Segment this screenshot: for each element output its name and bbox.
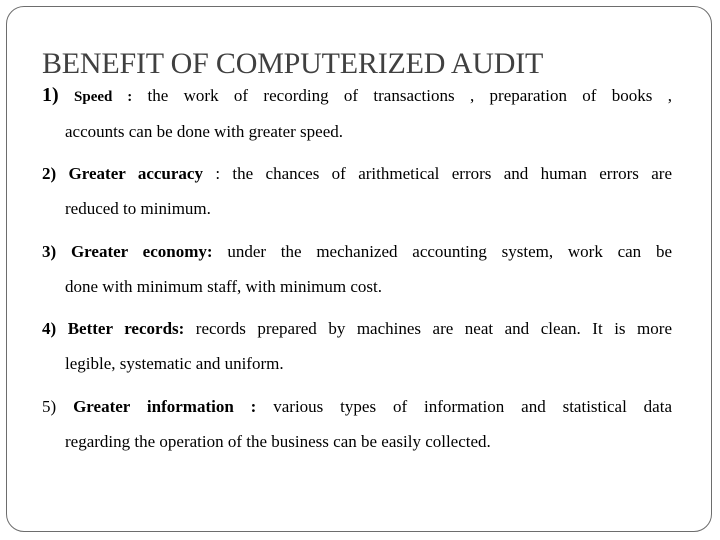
benefit-continuation: regarding the operation of the business can be easily collected. [65,432,491,451]
benefit-number: 2) [42,164,57,183]
benefit-continuation: legible, systematic and uniform. [65,354,284,373]
benefit-text: various types of information and statistical data [256,397,672,416]
benefit-continuation: done with minimum staff, with minimum cost. [65,277,383,296]
benefit-text: the work of recording of transactions , preparation of books , [132,86,673,105]
benefit-continuation: reduced to minimum. [65,199,211,218]
benefit-text: : the chances of arithmetical errors and human errors are [202,164,672,183]
slide-title: BENEFIT OF COMPUTERIZED AUDIT [42,47,544,80]
benefit-text: under the mechanized accounting system, work can be [212,242,673,261]
benefit-continuation: accounts can be done with greater speed. [65,122,344,141]
benefit-text: records prepared by machines are neat and clean. It is more [184,319,672,338]
benefit-item-records [42,318,672,375]
benefit-term: Greater information : [73,397,257,416]
benefit-item-speed [42,84,672,143]
benefit-number: 3) [42,242,57,261]
benefit-number: 1) [42,84,59,106]
benefit-item-information [42,396,672,453]
benefit-number: 5) [42,397,57,416]
benefit-term: Better records: [67,319,185,338]
benefit-line [42,84,672,108]
benefit-term: Greater economy: [70,242,213,261]
benefit-line [42,396,672,418]
benefit-item-economy [42,241,672,298]
benefit-line [42,163,672,185]
benefit-line [42,241,672,263]
benefit-line [42,318,672,340]
benefit-number: 4) [42,319,57,338]
benefit-term: Speed : [74,89,133,105]
benefit-term: Greater accuracy [68,164,203,183]
benefit-item-accuracy [42,163,672,220]
